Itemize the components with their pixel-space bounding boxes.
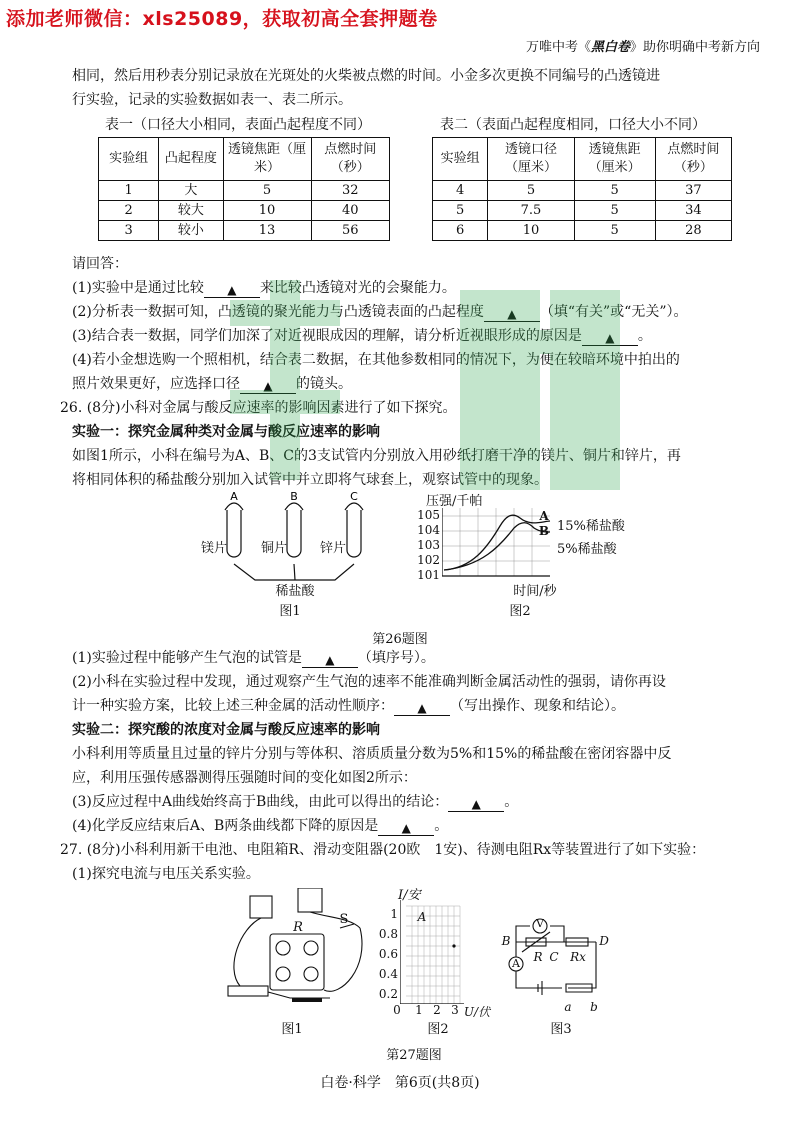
table-cell: 32 xyxy=(311,181,389,201)
table1-header: 实验组 xyxy=(99,138,159,181)
q26-exp1-line1: 如图1所示，小科在编号为A、B、C的3支试管内分别放入用砂纸打磨干净的镁片、铜片和锌片，再 xyxy=(72,448,681,464)
table-row xyxy=(433,181,732,201)
q26-subq1 xyxy=(72,648,762,668)
tagline-suffix: 》助你明确中考新方向 xyxy=(629,40,760,55)
q27-figure2-caption: 图2 xyxy=(427,1022,449,1037)
tube-label: A xyxy=(230,490,238,503)
table2-header: 实验组 xyxy=(433,138,488,181)
test-tube-b xyxy=(287,510,301,557)
q26-exp2-line2: 应，利用压强传感器测得压强随时间的变化如图2所示： xyxy=(72,770,417,786)
fig2-ytick: 103 xyxy=(417,538,440,552)
q25-subq1-text: (1)实验中是通过比较 xyxy=(72,280,204,296)
blank-marker: ▲ xyxy=(605,331,615,345)
dial xyxy=(276,941,290,955)
blank-marker: ▲ xyxy=(471,797,481,811)
figure2-caption: 图2 xyxy=(509,604,531,619)
q25-subq4-text: 的镜头。 xyxy=(296,376,352,392)
q27-fig1-r-label: R xyxy=(293,920,303,935)
table1-caption: 表一（口径大小相同，表面凸起程度不同） xyxy=(105,117,371,133)
fig3-label-d: D xyxy=(599,934,609,948)
table2 xyxy=(432,137,732,241)
table-cell: 5 xyxy=(433,201,488,221)
q26-subq1-text: (1)实验过程中能够产生气泡的试管是 xyxy=(72,650,302,666)
balloons xyxy=(225,503,363,510)
fig3-label-b-end: b xyxy=(590,1000,598,1014)
fig3-label-rx: Rx xyxy=(570,950,586,964)
tagline-prefix: 万唯中考《 xyxy=(525,40,591,55)
question-number: 27. xyxy=(60,842,83,858)
table-cell: 5 xyxy=(574,201,655,221)
grid xyxy=(442,508,550,576)
table1 xyxy=(98,137,390,241)
tube-label: C xyxy=(350,490,358,503)
curve-label-b: B xyxy=(538,524,550,538)
table1-header: 点燃时间（秒） xyxy=(311,138,389,181)
q25-prompt: 请回答： xyxy=(72,256,128,272)
q26-subq4 xyxy=(72,816,762,836)
table2-header: 透镜焦距（厘米） xyxy=(574,138,655,181)
q27-fig2-ylabel: I/安 xyxy=(398,888,421,903)
table2-header: 透镜口径（厘米） xyxy=(488,138,574,181)
circuit-wires xyxy=(516,942,596,988)
table-cell: 4 xyxy=(433,181,488,201)
q27-fig2-xtick: 3 xyxy=(451,1003,459,1017)
q26-subq2-text: 计一种实验方案，比较上述三种金属的活动性顺序： xyxy=(72,698,394,714)
table-row xyxy=(99,181,390,201)
q27-fig2-ytick: 0.4 xyxy=(378,967,398,981)
test-tube-a xyxy=(227,510,241,557)
table-row xyxy=(99,221,390,241)
q26-subq3-text: (3)反应过程中A曲线始终高于B曲线，由此可以得出的结论： xyxy=(72,794,449,810)
q27-fig2-ytick: 1 xyxy=(390,907,398,921)
table-cell: 5 xyxy=(488,181,574,201)
fig2-ytick: 101 xyxy=(417,568,440,582)
promo-banner: 添加老师微信：xls25089，获取初高全套押题卷 xyxy=(6,8,438,30)
table2-caption: 表二（表面凸起程度相同，口径大小不同） xyxy=(440,117,706,133)
table-cell: 28 xyxy=(655,221,731,241)
q27-figure3-caption: 图3 xyxy=(550,1022,572,1037)
q26-subq2-line1: (2)小科在实验过程中发现，通过观察产生气泡的速率不能准确判断金属活动性的强弱，请你再设 xyxy=(72,674,666,690)
q27-fig2-ytick: 0.2 xyxy=(378,987,398,1001)
table-cell: 37 xyxy=(655,181,731,201)
q25-subq3 xyxy=(72,326,762,346)
dial xyxy=(304,967,318,981)
meter-right xyxy=(298,888,322,912)
q27-intro-text: (8分)小科利用新干电池、电阻箱R、滑动变阻器(20欧 1安)、待测电阻Rx等装置进行了如下实验： xyxy=(86,842,706,858)
answer-blank xyxy=(378,818,434,836)
q27-fig2-ytick: 0.6 xyxy=(378,947,398,961)
metal-label-zn: 锌片 xyxy=(319,541,346,556)
tagline-book: 黑白卷 xyxy=(590,40,630,55)
q26-subq3-text: 。 xyxy=(504,794,519,810)
q27-fig2-curve-label: A xyxy=(417,910,427,924)
answer-blank xyxy=(582,328,638,346)
q25-subq1-text: 来比较凸透镜对光的会聚能力。 xyxy=(259,280,456,296)
table-cell: 7.5 xyxy=(488,201,574,221)
table-cell: 10 xyxy=(488,221,574,241)
q26-subq1-text: （填序号）。 xyxy=(357,650,435,666)
rheostat xyxy=(228,986,268,996)
fig2-xlabel: 时间/秒 xyxy=(513,584,557,599)
table-cell: 5 xyxy=(574,221,655,241)
answer-blank xyxy=(240,376,296,394)
axes xyxy=(400,900,464,1004)
q26-subq2-text: （写出操作、现象和结论）。 xyxy=(450,698,625,714)
table-cell: 较大 xyxy=(159,201,223,221)
legend-5: 5%稀盐酸 xyxy=(557,542,617,557)
q27-subq1: (1)探究电流与电压关系实验。 xyxy=(72,866,260,882)
q27-figure-caption: 第27题图 xyxy=(386,1048,442,1063)
q26-subq3 xyxy=(72,792,762,812)
q25-subq3-text: 。 xyxy=(637,328,652,344)
q27-fig2-xtick: 2 xyxy=(433,1003,441,1017)
q26-intro-text: (8分)小科对金属与酸反应速率的影响因素进行了如下探究。 xyxy=(86,400,457,416)
q27-fig2-xtick: 1 xyxy=(415,1003,423,1017)
q27-fig2-origin: 0 xyxy=(393,1003,401,1017)
table-cell: 1 xyxy=(99,181,159,201)
q26-figure2-plot xyxy=(442,508,552,580)
q27-figure2-plot xyxy=(400,900,464,1004)
table-cell: 5 xyxy=(223,181,311,201)
dial xyxy=(304,941,318,955)
table-cell: 大 xyxy=(159,181,223,201)
q26-subq4-text: (4)化学反应结束后A、B两条曲线都下降的原因是 xyxy=(72,818,379,834)
meter-left xyxy=(250,896,272,918)
q27-fig2-ytick: 0.8 xyxy=(378,927,398,941)
table-cell: 56 xyxy=(311,221,389,241)
q26-figure-caption: 第26题图 xyxy=(372,632,428,647)
blank-marker: ▲ xyxy=(325,653,335,667)
answer-blank xyxy=(204,280,260,298)
fig2-ytick: 104 xyxy=(417,523,440,537)
q26-figure1 xyxy=(195,490,375,590)
table-cell: 13 xyxy=(223,221,311,241)
answer-blank xyxy=(394,698,450,716)
metal-label-cu: 铜片 xyxy=(260,541,287,556)
table-cell: 34 xyxy=(655,201,731,221)
blank-marker: ▲ xyxy=(263,379,273,393)
fig3-label-r: R xyxy=(533,950,543,964)
table-cell: 5 xyxy=(574,181,655,201)
q25-subq1 xyxy=(72,278,762,298)
curve-label-a: A xyxy=(539,509,549,523)
q25-subq4-text: 照片效果更好，应选择口径 xyxy=(72,376,240,392)
answer-blank xyxy=(484,304,540,322)
q25-subq2-text: (2)分析表一数据可知，凸透镜的聚光能力与凸透镜表面的凸起程度 xyxy=(72,304,484,320)
page-footer: 白卷·科学 第6页(共8页) xyxy=(320,1075,480,1091)
figure1-caption: 图1 xyxy=(279,604,301,619)
blank-marker: ▲ xyxy=(417,701,427,715)
blank-marker: ▲ xyxy=(401,821,411,835)
test-tube-c xyxy=(347,510,361,557)
fig3-label-c: C xyxy=(549,950,559,964)
q25-intro-line2: 行实验，记录的实验数据如表一、表二所示。 xyxy=(72,92,352,108)
fig3-label-b: B xyxy=(501,934,511,948)
q25-subq4-line2 xyxy=(72,374,762,394)
table-cell: 2 xyxy=(99,201,159,221)
q26-subq4-text: 。 xyxy=(434,818,449,834)
q25-subq2 xyxy=(72,302,762,322)
fig3-label-v: V xyxy=(536,917,544,930)
blank-marker: ▲ xyxy=(507,307,517,321)
table-row xyxy=(433,221,732,241)
q25-subq4-line1: (4)若小金想选购一个照相机，结合表二数据，在其他参数相同的情况下，为便在较暗环境中拍出的 xyxy=(72,352,680,368)
table1-header: 凸起程度 xyxy=(159,138,223,181)
table-cell: 3 xyxy=(99,221,159,241)
table-row xyxy=(433,201,732,221)
table1-header: 透镜焦距（厘米） xyxy=(223,138,311,181)
q25-subq2-text: （填“有关”或“无关”）。 xyxy=(539,304,688,320)
q26-exp2-line1: 小科利用等质量且过量的锌片分别与等体积、溶质质量分数为5%和15%的稀盐酸在密闭容器中反 xyxy=(72,746,672,762)
fig2-ytick: 105 xyxy=(417,508,440,522)
fig3-label-a: A xyxy=(512,957,520,970)
q26-intro xyxy=(60,398,750,418)
q27-intro xyxy=(60,840,750,860)
q27-fig2-xlabel: U/伏 xyxy=(463,1005,491,1019)
fig3-label-a-end: a xyxy=(564,1000,572,1014)
tube-label: B xyxy=(290,490,298,503)
table-cell: 较小 xyxy=(159,221,223,241)
blank-marker: ▲ xyxy=(227,283,237,297)
q25-intro-line1: 相同，然后用秒表分别记录放在光斑处的火柴被点燃的时间。小金多次更换不同编号的凸透镜进 xyxy=(72,68,660,84)
q27-figure1 xyxy=(220,888,380,1008)
battery xyxy=(292,998,322,1002)
question-number: 26. xyxy=(60,400,83,416)
table-cell: 40 xyxy=(311,201,389,221)
grid xyxy=(406,906,460,1004)
legend-15: 15%稀盐酸 xyxy=(557,519,625,534)
acid-label: 稀盐酸 xyxy=(275,584,315,599)
q26-subq2-line2 xyxy=(72,696,762,716)
dial xyxy=(276,967,290,981)
fig2-ylabel: 压强/千帕 xyxy=(426,494,483,509)
page-tagline xyxy=(526,36,760,55)
q27-fig1-s-label: S xyxy=(339,912,349,927)
table-cell: 10 xyxy=(223,201,311,221)
table-row xyxy=(99,201,390,221)
q27-figure1-caption: 图1 xyxy=(281,1022,303,1037)
fig2-ytick: 102 xyxy=(417,553,440,567)
leader-lines xyxy=(234,564,354,580)
q25-subq3-text: (3)结合表一数据，同学们加深了对近视眼成因的理解，请分析近视眼形成的原因是 xyxy=(72,328,582,344)
metal-label-mg: 镁片 xyxy=(200,541,227,556)
table2-header: 点燃时间（秒） xyxy=(655,138,731,181)
answer-blank xyxy=(448,794,504,812)
q26-exp2-title: 实验二：探究酸的浓度对金属与酸反应速率的影响 xyxy=(72,722,380,738)
q26-exp1-line2: 将相同体积的稀盐酸分别加入试管中并立即将气球套上，观察试管中的现象。 xyxy=(72,472,548,488)
answer-blank xyxy=(302,650,358,668)
table-cell: 6 xyxy=(433,221,488,241)
q26-exp1-title: 实验一：探究金属种类对金属与酸反应速率的影响 xyxy=(72,424,380,440)
data-point xyxy=(452,944,455,947)
